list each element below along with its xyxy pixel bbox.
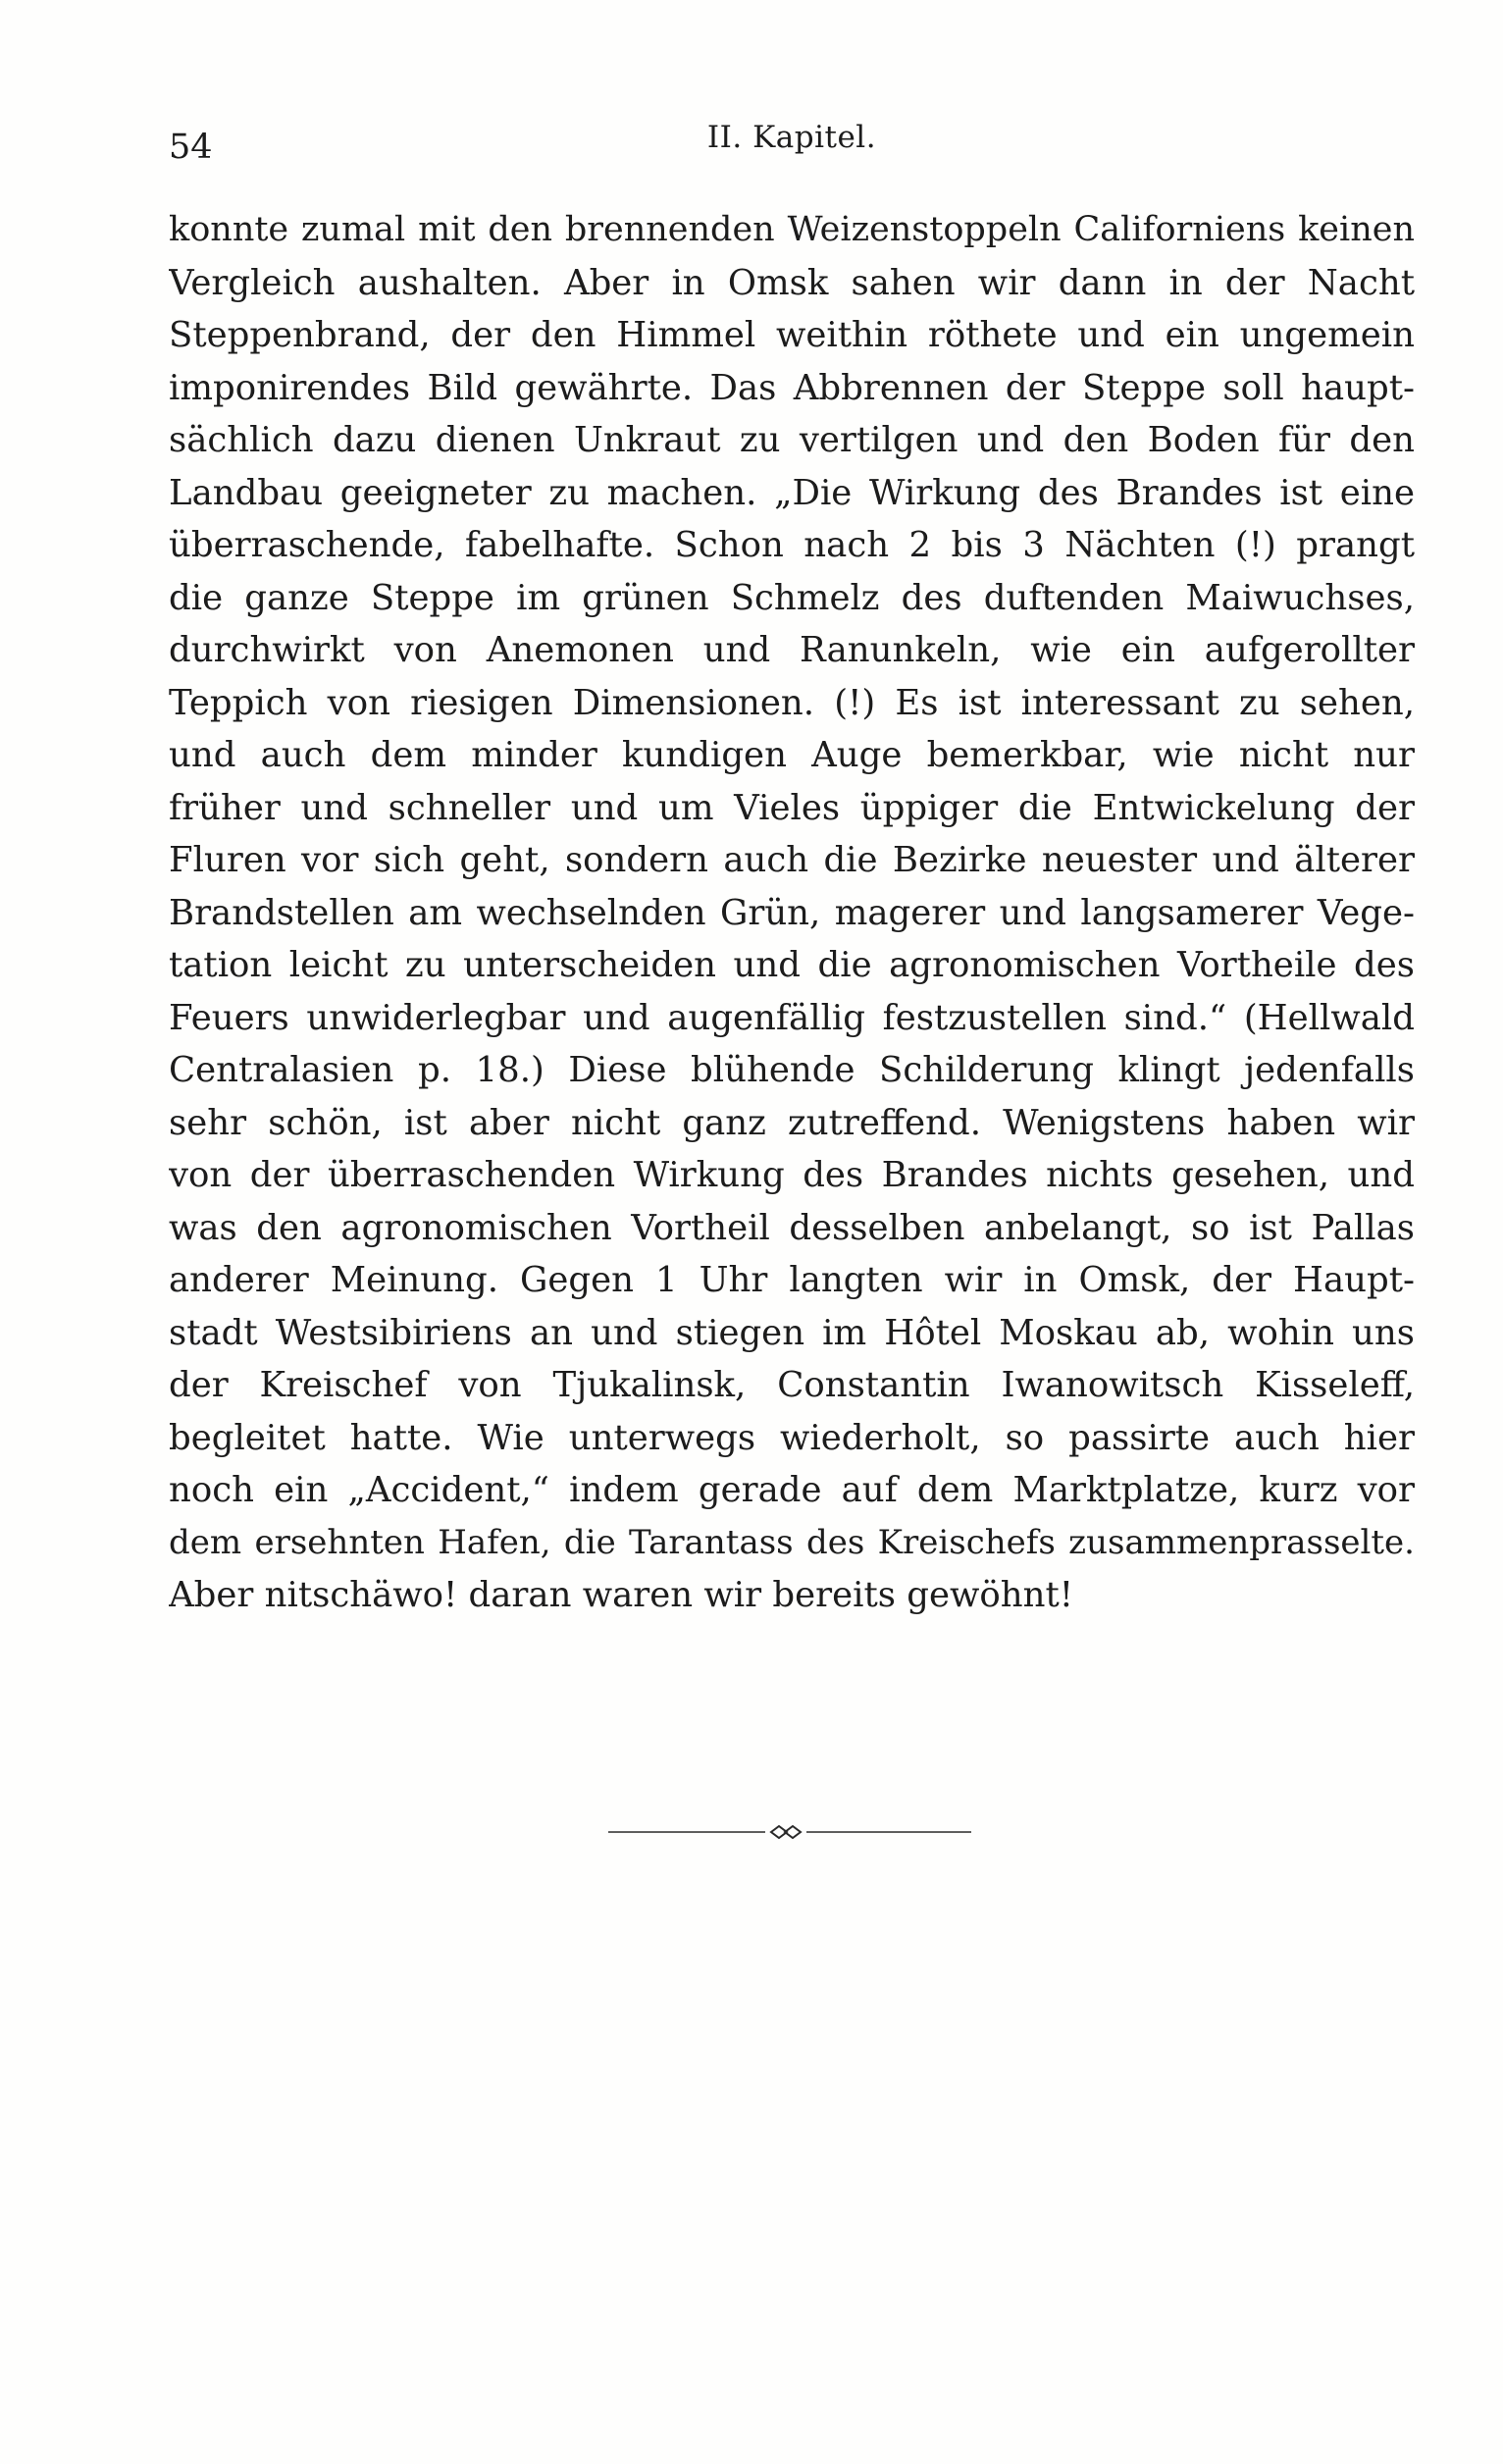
text-line: durchwirkt von Anemonen und Ranunkeln, wie ein aufgerollter — [169, 630, 1415, 670]
body-text — [169, 204, 1415, 1622]
text-line: früher und schneller und um Vieles üppiger die Entwickelung der — [169, 787, 1415, 828]
text-line: von der überraschenden Wirkung des Brandes nichts gesehen, und — [169, 1155, 1415, 1195]
text-line: Brandstellen am wechselnden Grün, magerer und langsamerer Vege- — [169, 892, 1415, 933]
page-number: 54 — [169, 128, 213, 167]
text-line: noch ein „Accident,“ indem gerade auf dem Marktplatze, kurz vor — [169, 1470, 1415, 1510]
text-line: was den agronomischen Vortheil desselben anbelangt, so ist Pallas — [169, 1207, 1415, 1248]
text-line: Fluren vor sich geht, sondern auch die Bezirke neuester und älterer — [169, 840, 1415, 880]
text-line: die ganze Steppe im grünen Schmelz des duftenden Maiwuchses, — [169, 577, 1415, 618]
text-line: der Kreischef von Tjukalinsk, Constantin Iwanowitsch Kisseleff, — [169, 1365, 1415, 1405]
text-line: Landbau geeigneter zu machen. „Die Wirkung des Brandes ist eine — [169, 472, 1415, 513]
text-line: Steppenbrand, der den Himmel weithin röthete und ein ungemein — [169, 315, 1415, 355]
chapter-title: II. Kapitel. — [706, 120, 877, 155]
text-line: Feuers unwiderlegbar und augenfällig festzustellen sind.“ (Hellwald — [169, 997, 1415, 1038]
text-line: Vergleich aushalten. Aber in Omsk sahen wir dann in der Nacht — [169, 262, 1415, 303]
text-line: sächlich dazu dienen Unkraut zu vertilgen und den Boden für den — [169, 420, 1415, 460]
divider-ornament — [608, 1817, 971, 1847]
text-line: begleitet hatte. Wie unterwegs wiederholt, so passirte auch hier — [169, 1417, 1415, 1458]
text-line: konnte zumal mit den brennenden Weizenstoppeln Californiens keinen — [169, 210, 1415, 249]
text-line: tation leicht zu unterscheiden und die agronomischen Vortheile des — [169, 945, 1415, 985]
text-line: überraschende, fabelhafte. Schon nach 2 bis 3 Nächten (!) prangt — [169, 525, 1415, 565]
text-line: imponirendes Bild gewährte. Das Abbrennen der Steppe soll haupt- — [169, 367, 1415, 408]
text-line: stadt Westsibiriens an und stiegen im Hôtel Moskau ab, wohin uns — [169, 1312, 1415, 1353]
text-line: und auch dem minder kundigen Auge bemerkbar, wie nicht nur — [169, 735, 1415, 775]
text-line: Teppich von riesigen Dimensionen. (!) Es ist interessant zu sehen, — [169, 682, 1415, 723]
text-line: sehr schön, ist aber nicht ganz zutreffend. Wenigstens haben wir — [169, 1102, 1415, 1143]
text-line: anderer Meinung. Gegen 1 Uhr langten wir in Omsk, der Haupt- — [169, 1260, 1415, 1300]
running-head — [169, 116, 1415, 175]
text-line: Centralasien p. 18.) Diese blühende Schilderung klingt jedenfalls — [169, 1050, 1415, 1090]
text-line: Aber nitschäwo! daran waren wir bereits gewöhnt! — [169, 1575, 1073, 1615]
text-line: dem ersehnten Hafen, die Tarantass des Kreischefs zusammenprasselte. — [169, 1522, 1415, 1562]
